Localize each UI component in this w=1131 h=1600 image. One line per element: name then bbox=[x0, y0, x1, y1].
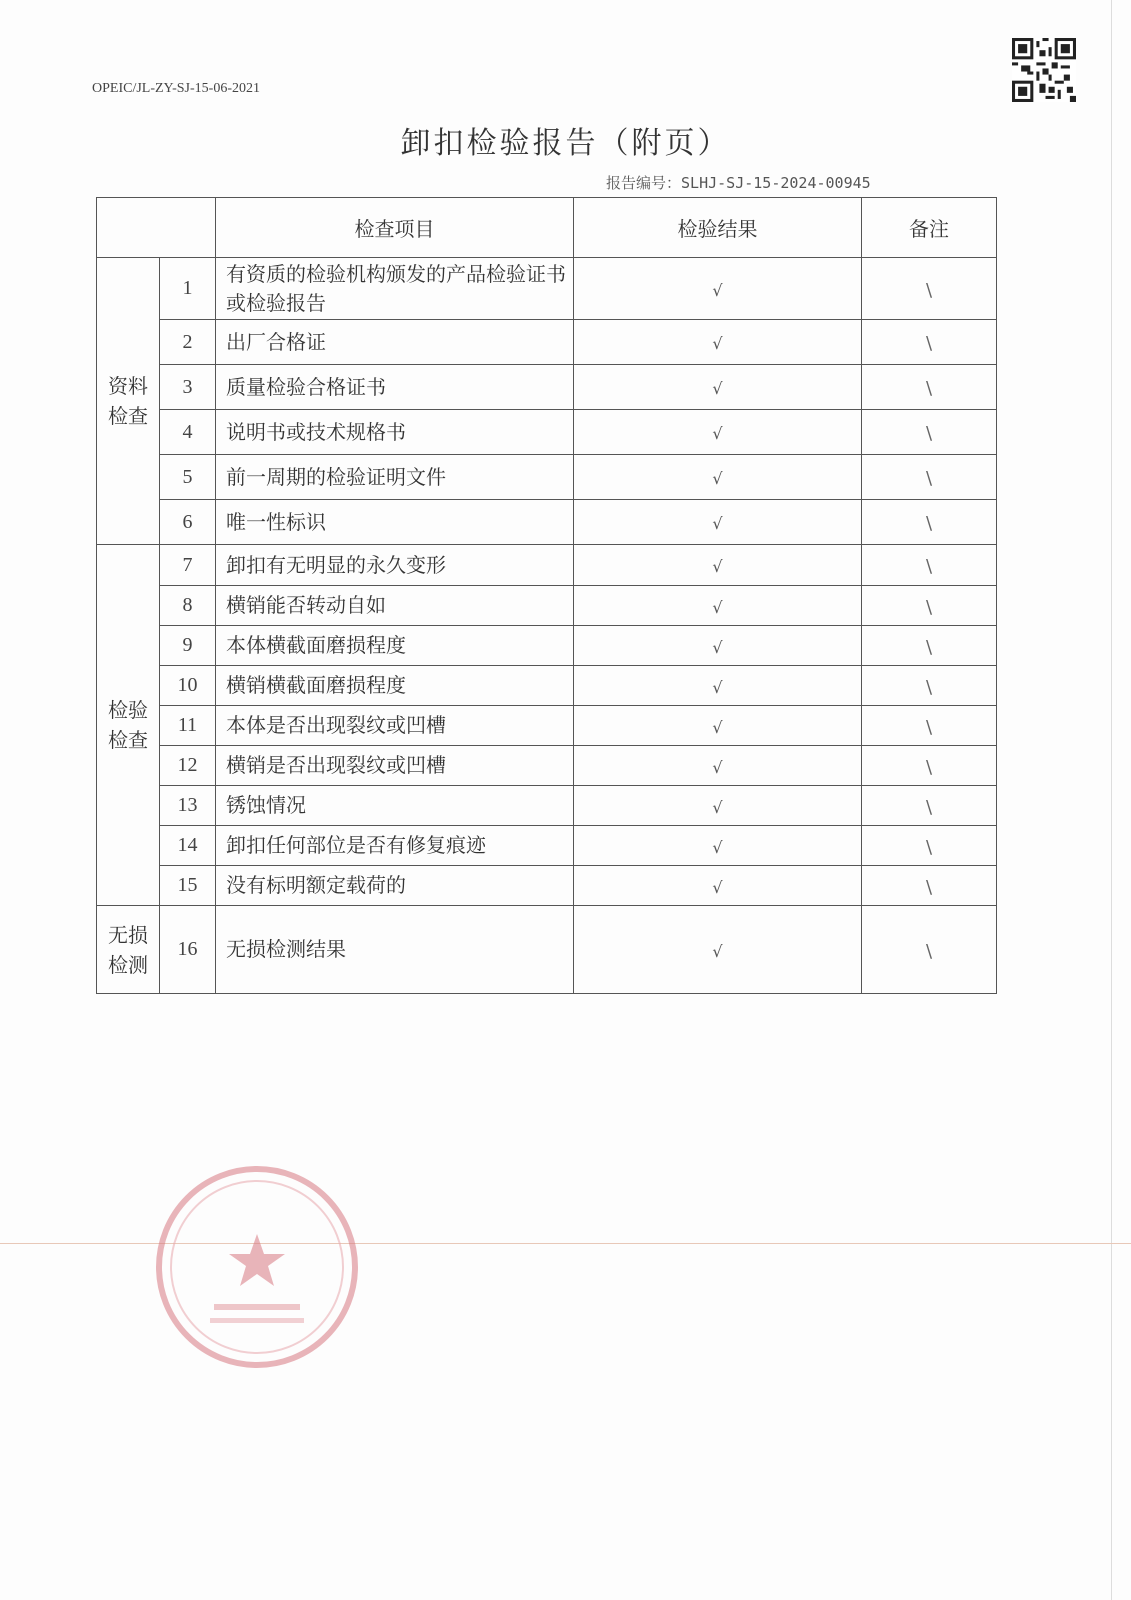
row-no: 14 bbox=[160, 826, 216, 866]
row-item: 无损检测结果 bbox=[216, 906, 574, 994]
group-ndt bbox=[97, 906, 160, 994]
header-item: 检查项目 bbox=[216, 198, 574, 258]
row-item: 本体横截面磨损程度 bbox=[216, 626, 574, 666]
report-number-value: SLHJ-SJ-15-2024-00945 bbox=[681, 174, 871, 192]
row-no: 16 bbox=[160, 906, 216, 994]
row-no: 7 bbox=[160, 545, 216, 586]
group-inspection-label: 检验检查 bbox=[108, 698, 148, 752]
row-item: 唯一性标识 bbox=[216, 500, 574, 545]
row-no: 15 bbox=[160, 866, 216, 906]
note-value: \ bbox=[925, 596, 933, 618]
header-note: 备注 bbox=[862, 198, 997, 258]
row-item: 横销横截面磨损程度 bbox=[216, 666, 574, 706]
table-row bbox=[97, 626, 997, 666]
group-ndt-label: 无损检测 bbox=[108, 922, 148, 977]
row-item: 锈蚀情况 bbox=[216, 786, 574, 826]
table-row bbox=[97, 866, 997, 906]
table-row bbox=[97, 258, 997, 320]
check-mark: √ bbox=[712, 677, 723, 697]
note-value: \ bbox=[925, 468, 933, 489]
page-edge-line bbox=[1111, 0, 1112, 1600]
header-blank bbox=[97, 198, 216, 258]
row-no: 6 bbox=[160, 500, 216, 545]
note-value: \ bbox=[925, 836, 933, 858]
table-row bbox=[97, 786, 997, 826]
note-value: \ bbox=[925, 636, 933, 658]
report-number bbox=[606, 172, 871, 193]
check-mark: √ bbox=[712, 469, 723, 488]
group-inspection-check bbox=[97, 545, 160, 906]
check-mark: √ bbox=[712, 941, 723, 961]
row-item: 横销是否出现裂纹或凹槽 bbox=[216, 746, 574, 786]
row-item: 质量检验合格证书 bbox=[216, 365, 574, 410]
row-item: 前一周期的检验证明文件 bbox=[216, 455, 574, 500]
header-result: 检验结果 bbox=[574, 198, 862, 258]
table-row bbox=[97, 500, 997, 545]
note-value: \ bbox=[925, 378, 933, 399]
row-no: 12 bbox=[160, 746, 216, 786]
row-no: 5 bbox=[160, 455, 216, 500]
check-mark: √ bbox=[712, 280, 723, 300]
table-row bbox=[97, 666, 997, 706]
note-value: \ bbox=[925, 716, 933, 738]
row-no: 8 bbox=[160, 586, 216, 626]
table-row bbox=[97, 545, 997, 586]
row-no: 3 bbox=[160, 365, 216, 410]
check-mark: √ bbox=[712, 379, 723, 398]
table-row bbox=[97, 746, 997, 786]
page-title: 卸扣检验报告（附页） bbox=[400, 126, 731, 161]
check-mark: √ bbox=[712, 557, 723, 576]
row-no: 4 bbox=[160, 410, 216, 455]
note-value: \ bbox=[925, 876, 933, 898]
table-header-row bbox=[97, 198, 997, 258]
table-row bbox=[97, 906, 997, 994]
row-item: 没有标明额定载荷的 bbox=[216, 866, 574, 906]
check-mark: √ bbox=[712, 837, 723, 857]
check-mark: √ bbox=[712, 637, 723, 657]
table-row bbox=[97, 586, 997, 626]
check-mark: √ bbox=[712, 514, 723, 533]
check-mark: √ bbox=[712, 424, 723, 443]
report-number-label: 报告编号： bbox=[606, 174, 682, 192]
table-row bbox=[97, 320, 997, 365]
note-value: \ bbox=[925, 756, 933, 778]
note-value: \ bbox=[925, 676, 933, 698]
table-row bbox=[97, 826, 997, 866]
row-no: 11 bbox=[160, 706, 216, 746]
row-no: 9 bbox=[160, 626, 216, 666]
document-code: OPEIC/JL-ZY-SJ-15-06-2021 bbox=[92, 81, 260, 96]
row-item: 本体是否出现裂纹或凹槽 bbox=[216, 706, 574, 746]
row-no: 13 bbox=[160, 786, 216, 826]
note-value: \ bbox=[925, 940, 933, 962]
check-mark: √ bbox=[712, 757, 723, 777]
row-item: 出厂合格证 bbox=[216, 320, 574, 365]
qr-code-icon bbox=[1012, 38, 1076, 102]
check-mark: √ bbox=[712, 717, 723, 737]
note-value: \ bbox=[925, 423, 933, 444]
row-item: 卸扣任何部位是否有修复痕迹 bbox=[216, 826, 574, 866]
group-doc-label: 资料检查 bbox=[108, 374, 148, 428]
note-value: \ bbox=[925, 333, 933, 354]
row-no: 2 bbox=[160, 320, 216, 365]
row-item: 有资质的检验机构颁发的产品检验证书或检验报告 bbox=[216, 258, 574, 320]
table-row bbox=[97, 455, 997, 500]
check-mark: √ bbox=[712, 797, 723, 817]
row-item: 说明书或技术规格书 bbox=[216, 410, 574, 455]
note-value: \ bbox=[925, 556, 933, 577]
note-value: \ bbox=[925, 796, 933, 818]
note-value: \ bbox=[925, 513, 933, 534]
row-no: 1 bbox=[160, 258, 216, 320]
check-mark: √ bbox=[712, 597, 723, 617]
group-doc-check bbox=[97, 258, 160, 545]
row-item: 横销能否转动自如 bbox=[216, 586, 574, 626]
check-mark: √ bbox=[712, 334, 723, 353]
row-item: 卸扣有无明显的永久变形 bbox=[216, 545, 574, 586]
row-no: 10 bbox=[160, 666, 216, 706]
official-seal-icon bbox=[152, 1162, 362, 1372]
table-row bbox=[97, 410, 997, 455]
check-mark: √ bbox=[712, 877, 723, 897]
inspection-table bbox=[96, 197, 997, 994]
note-value: \ bbox=[925, 279, 933, 301]
table-row bbox=[97, 365, 997, 410]
table-row bbox=[97, 706, 997, 746]
